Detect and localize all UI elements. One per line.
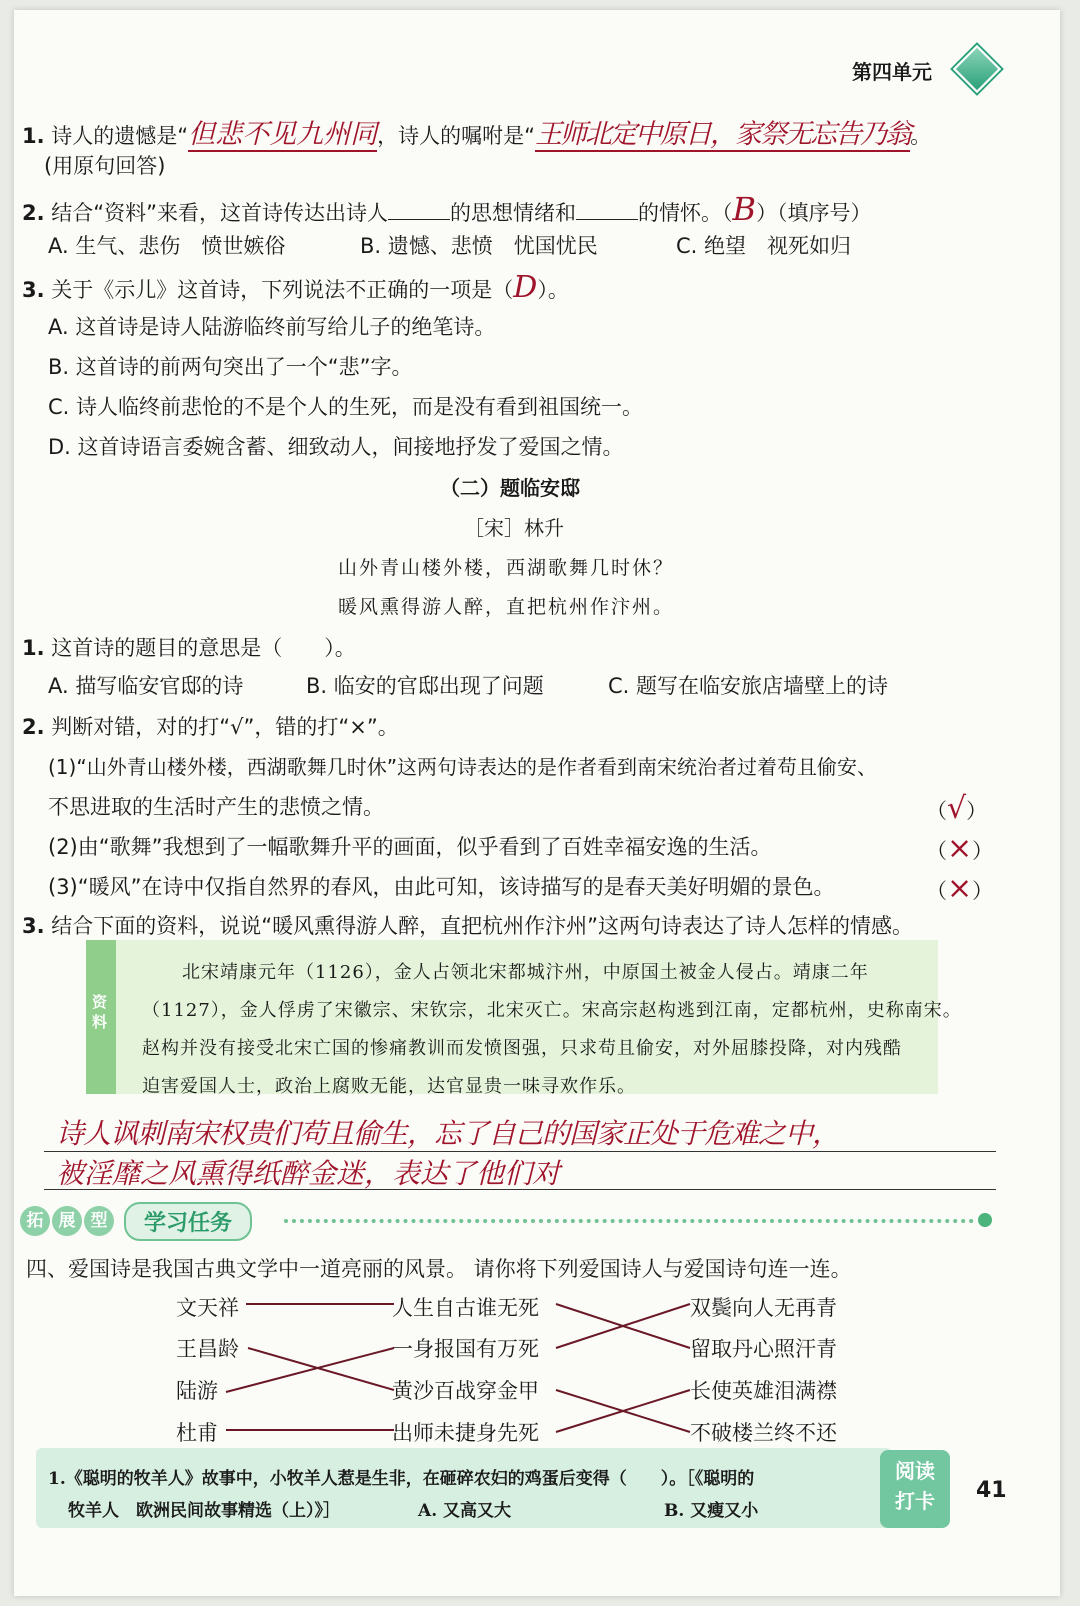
footer-option: B. 又瘦又小 (664, 1501, 759, 1521)
question-text: ）。 (537, 278, 569, 302)
poet: 文天祥 (176, 1296, 239, 1320)
info-line: 北宋靖康元年（1126），金人占领北宋都城汴州，中原国土被金人侵占。靖康二年 (182, 962, 869, 983)
badge-text: 打卡 (895, 1489, 935, 1513)
poet: 陆游 (176, 1379, 218, 1403)
question-number: 3. (22, 914, 45, 938)
option: A. 这首诗是诗人陆游临终前写给儿子的绝笔诗。 (48, 315, 496, 339)
question-text: 这首诗的题目的意思是（ ）。 (51, 636, 356, 660)
question-number: 1. (22, 636, 45, 660)
question-text: ，诗人的嘱咐是“ (377, 124, 536, 148)
question-number: 2. (22, 715, 45, 739)
poem-line-right: 长使英雄泪满襟 (690, 1379, 837, 1403)
badge-text: 阅读 (895, 1459, 935, 1483)
option: A. 描写临安官邸的诗 (48, 674, 244, 698)
paren: （ (926, 839, 947, 863)
handwritten-answer: 诗人讽刺南宋权贵们苟且偷生，忘了自己的国家正处于危难之中， (56, 1117, 840, 1150)
question-text: 结合“资料”来看，这首诗传达出诗人 (51, 201, 389, 225)
footer-question-cont: 牧羊人 欧洲民间故事精选（上）》］ (68, 1501, 340, 1521)
question-text: 诗人的遗憾是“ (51, 124, 189, 148)
banner-char: 型 (84, 1206, 114, 1236)
poem-line-right: 不破楼兰终不还 (690, 1421, 837, 1445)
unit-title: 第四单元 (852, 60, 932, 84)
poem-line: 暖风熏得游人醉，直把杭州作汴州。 (338, 596, 675, 618)
option: C. 诗人临终前悲怆的不是个人的生死，而是没有看到祖国统一。 (48, 395, 644, 419)
footer-question: 1.《聪明的牧羊人》故事中，小牧羊人惹是生非，在砸碎农妇的鸡蛋后变得（ ）。［《聪明的 (48, 1469, 755, 1489)
handwritten-answer: 但悲不见九州同 (188, 119, 378, 150)
judge-item-1-cont: 不思进取的生活时产生的悲愤之情。 (48, 795, 384, 819)
paren: （ (926, 879, 947, 903)
poem-line: 山外青山楼外楼，西湖歌舞几时休？ (338, 557, 675, 579)
handwritten-answer: 被淫靡之风熏得纸醉金迷，表达了他们对 (56, 1157, 561, 1190)
poet: 杜甫 (176, 1421, 218, 1445)
question-text: 的情怀。（ (638, 201, 733, 225)
poem-line-mid: 人生自古谁无死 (392, 1296, 539, 1320)
poem-line-mid: 黄沙百战穿金甲 (392, 1379, 539, 1403)
info-line: （1127），金人俘虏了宋徽宗、宋钦宗，北宋灭亡。宋高宗赵构逃到江南，定都杭州，史称南宋。 (142, 1000, 962, 1021)
info-line: 赵构并没有接受北宋亡国的惨痛教训而发愤图强，只求苟且偷安，对外屈膝投降，对内残酷 (142, 1038, 902, 1059)
option: B. 遗憾、悲愤 忧国忧民 (360, 234, 598, 258)
paren: ） (966, 799, 988, 823)
judge-item-3: (3)“暖风”在诗中仅指自然界的春风，由此可知，该诗描写的是春天美好明媚的景色。 (48, 875, 835, 899)
judge-item-1: (1)“山外青山楼外楼，西湖歌舞几时休”这两句诗表达的是作者看到南宋统治者过着苟且偷安、 (48, 755, 878, 779)
cross-mark: × (947, 831, 973, 866)
poem-title: （二）题临安邸 (440, 476, 580, 500)
option: A. 生气、悲伤 愤世嫉俗 (48, 234, 286, 258)
footer-option: A. 又高又大 (418, 1501, 512, 1521)
judge-item-2: (2)由“歌舞”我想到了一幅歌舞升平的画面，似乎看到了百姓幸福安逸的生活。 (48, 835, 772, 859)
question-text: 。 (910, 124, 932, 148)
info-line: 迫害爱国人士，政治上腐败无能，达官显贵一味寻欢作乐。 (142, 1076, 636, 1097)
question-text: ）（填序号） (756, 201, 872, 225)
poem-line-right: 留取丹心照汗青 (690, 1337, 837, 1361)
poem-line-mid: 一身报国有万死 (392, 1337, 539, 1361)
reading-checkin-badge (880, 1450, 950, 1528)
poet: 王昌龄 (176, 1337, 239, 1361)
poem-author: ［宋］林升 (464, 516, 564, 540)
info-label: 资料 (92, 993, 108, 1031)
option: B. 临安的官邸出现了问题 (306, 674, 544, 698)
option: B. 这首诗的前两句突出了一个“悲”字。 (48, 355, 413, 379)
question-number: 3. (22, 278, 45, 302)
banner-char: 拓 (20, 1206, 50, 1236)
question-text: 的思想情绪和 (450, 201, 577, 225)
question-number: 1. (22, 124, 45, 148)
option: C. 绝望 视死如归 (676, 234, 852, 258)
task-pill: 学习任务 (124, 1202, 252, 1241)
paren: （ (926, 799, 947, 823)
page-number: 41 (976, 1478, 1007, 1503)
handwritten-answer: D (513, 270, 538, 305)
option: C. 题写在临安旅店墙壁上的诗 (608, 674, 889, 698)
section-4-prompt: 四、爱国诗是我国古典文学中一道亮丽的风景。 请你将下列爱国诗人与爱国诗句连一连。 (26, 1257, 852, 1281)
question-number: 2. (22, 201, 45, 225)
poem-line-mid: 出师未捷身先死 (392, 1421, 539, 1445)
match-line (226, 1348, 394, 1392)
check-mark: √ (947, 791, 967, 826)
handwritten-answer: 王师北定中原日，家祭无忘告乃翁 (535, 119, 911, 150)
question-text: 结合下面的资料，说说“暖风熏得游人醉，直把杭州作汴州”这两句诗表达了诗人怎样的情感。 (51, 914, 914, 938)
question-text: 判断对错，对的打“√”，错的打“×”。 (51, 715, 399, 739)
question-text: 关于《示儿》这首诗，下列说法不正确的一项是（ (51, 278, 514, 302)
option: D. 这首诗语言委婉含蓄、细致动人，间接地抒发了爱国之情。 (48, 435, 624, 459)
banner-char: 展 (52, 1206, 82, 1236)
paren: ） (972, 839, 994, 863)
paren: ） (972, 879, 994, 903)
poem-line-right: 双鬓向人无再青 (690, 1296, 837, 1320)
handwritten-answer: B (732, 190, 757, 228)
cross-mark: × (947, 871, 973, 906)
question-note: (用原句回答) (44, 154, 166, 178)
